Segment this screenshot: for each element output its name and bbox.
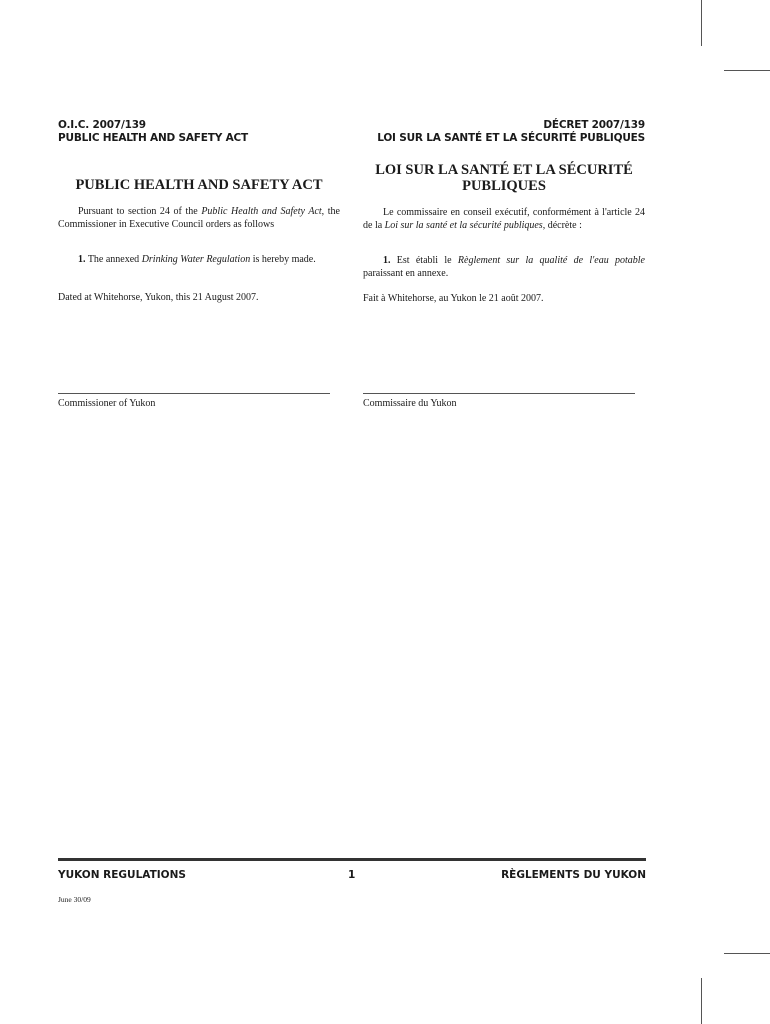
section-number: 1. — [383, 255, 391, 266]
footer-rule — [58, 858, 646, 861]
english-title: PUBLIC HEALTH AND SAFETY ACT — [75, 177, 323, 193]
footer-date: June 30/09 — [58, 895, 91, 904]
act-citation: Loi sur la santé et la sécurité publiques — [384, 219, 543, 231]
act-citation: Public Health and Safety Act — [201, 206, 322, 217]
section-text-end: is hereby made. — [250, 254, 316, 265]
section-text: Est établi le — [390, 255, 458, 266]
section-number: 1. — [78, 254, 86, 265]
header-french — [377, 119, 645, 145]
page-number: 1 — [348, 869, 356, 881]
section-text: The annexed — [85, 254, 142, 265]
crop-mark-bottom — [701, 978, 702, 1024]
decret-number: DÉCRET 2007/139 — [543, 119, 645, 131]
crop-mark-bottom-right — [724, 953, 770, 954]
section-text-end: paraissant en annexe. — [363, 267, 449, 279]
act-name-french: LOI SUR LA SANTÉ ET LA SÉCURITÉ PUBLIQUES — [377, 132, 645, 144]
french-section-1 — [363, 255, 645, 281]
preamble-text: Le commissaire en conseil exécutif, conformément à l'article 24 de la — [363, 207, 645, 231]
french-preamble — [363, 207, 645, 245]
regulation-name: Règlement sur la qualité de l'eau potable — [457, 255, 645, 266]
french-column — [363, 160, 645, 306]
french-title: LOI SUR LA SANTÉ ET LA SÉCURITÉ PUBLIQUES — [375, 162, 633, 194]
signature-label: Commissaire du Yukon — [363, 398, 457, 409]
english-signature-block — [58, 393, 330, 410]
english-preamble — [58, 206, 340, 244]
footer-english: YUKON REGULATIONS — [58, 869, 186, 881]
preamble-text-end: , the Commissioner in Executive Council orders as follows — [58, 206, 340, 230]
signature-label: Commissioner of Yukon — [58, 398, 156, 409]
english-dated-line: Dated at Whitehorse, Yukon, this 21 August 2007. — [58, 292, 259, 303]
english-section-1 — [58, 254, 340, 280]
french-signature-block — [363, 393, 635, 410]
oic-number: O.I.C. 2007/139 — [58, 119, 146, 131]
crop-mark-top — [701, 0, 702, 46]
regulation-name: Drinking Water Regulation — [141, 254, 251, 265]
signature-line — [58, 393, 330, 394]
page-footer — [58, 869, 646, 883]
preamble-text: Pursuant to section 24 of the — [78, 206, 202, 217]
english-column — [58, 160, 340, 305]
crop-mark-top-right — [724, 70, 770, 71]
header-english — [58, 119, 248, 145]
french-dated-line: Fait à Whitehorse, au Yukon le 21 août 2007. — [363, 293, 544, 304]
act-name-english: PUBLIC HEALTH AND SAFETY ACT — [58, 132, 248, 144]
preamble-text-end: , décrète : — [542, 219, 582, 231]
footer-french: RÈGLEMENTS DU YUKON — [501, 869, 646, 881]
signature-line — [363, 393, 635, 394]
